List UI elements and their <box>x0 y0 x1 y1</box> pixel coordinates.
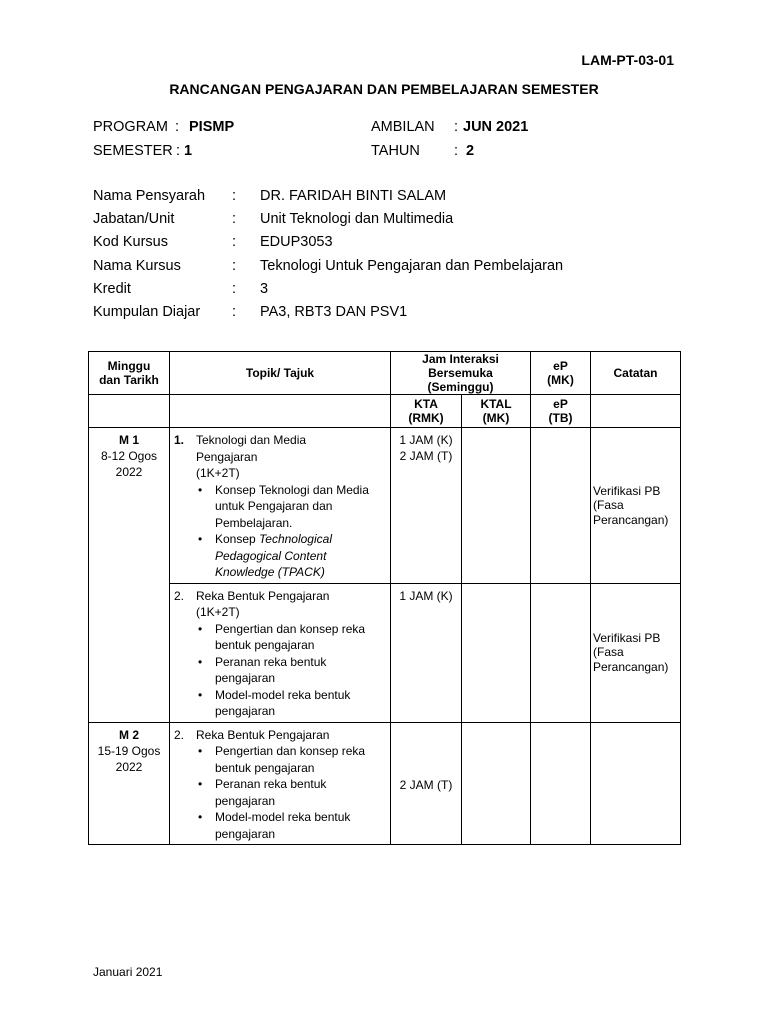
table-subheader-row <box>89 395 681 428</box>
ambilan-value: JUN 2021 <box>463 119 529 135</box>
header-minggu: Minggu dan Tarikh <box>89 352 170 395</box>
header-ktal: KTAL (MK) <box>462 395 531 428</box>
kta-cell: 1 JAM (K) 2 JAM (T) <box>391 428 462 584</box>
topic-cell: 2. Reka Bentuk Pengajaran (1K+2T) • Pengertian dan konsep reka bentuk pengajaran • Peranan reka bentuk pengajaran • Model-model reka bentuk pengajaran <box>170 583 391 722</box>
catatan-cell: Verifikasi PB (Fasa Perancangan) <box>591 583 681 722</box>
subheader-empty <box>89 395 170 428</box>
info-label: Kredit <box>93 281 131 297</box>
info-label: Kod Kursus <box>93 234 168 250</box>
info-label: Kumpulan Diajar <box>93 304 201 320</box>
table-row <box>89 428 681 584</box>
info-value: EDUP3053 <box>260 234 333 250</box>
header-jam-interaksi: Jam Interaksi Bersemuka (Seminggu) <box>391 352 531 395</box>
week-cell: M 1 8-12 Ogos 2022 <box>89 428 170 723</box>
header-ep-mk: eP (MK) <box>531 352 591 395</box>
info-colon: : <box>232 211 237 227</box>
ktal-cell <box>462 583 531 722</box>
header-ep-tb: eP (TB) <box>531 395 591 428</box>
kta-cell: 1 JAM (K) <box>391 583 462 722</box>
subheader-empty <box>591 395 681 428</box>
document-code: LAM-PT-03-01 <box>581 52 674 68</box>
semester-value: 1 <box>184 143 193 159</box>
semester-colon: : <box>176 143 181 159</box>
program-label: PROGRAM <box>93 119 168 135</box>
ktal-cell <box>462 722 531 845</box>
list-item: • Model-model reka bentuk pengajaran <box>198 809 386 842</box>
tahun-colon: : <box>454 143 459 159</box>
info-colon: : <box>232 234 237 250</box>
catatan-cell: Verifikasi PB (Fasa Perancangan) <box>591 428 681 584</box>
ambilan-colon: : <box>454 119 459 135</box>
info-value: PA3, RBT3 DAN PSV1 <box>260 304 408 320</box>
week-cell: M 2 15-19 Ogos 2022 <box>89 722 170 845</box>
header-topik: Topik/ Tajuk <box>170 352 391 395</box>
list-item: • Peranan reka bentuk pengajaran <box>198 776 386 809</box>
list-item: • Konsep Teknologi dan Media untuk Pengajaran dan Pembelajaran. <box>198 482 386 532</box>
info-value: Unit Teknologi dan Multimedia <box>260 211 454 227</box>
subheader-empty <box>170 395 391 428</box>
info-colon: : <box>232 188 237 204</box>
list-item: • Pengertian dan konsep reka bentuk pengajaran <box>198 743 386 776</box>
topic-cell: 1. Teknologi dan Media Pengajaran (1K+2T) • Konsep Teknologi dan Media untuk Pengajaran dan Pembelajaran. • Konsep Technological Pedagogical Content Knowledge (TPACK) <box>170 428 391 584</box>
semester-label: SEMESTER <box>93 143 173 159</box>
ep-cell <box>531 428 591 584</box>
info-value: DR. FARIDAH BINTI SALAM <box>260 188 447 204</box>
info-colon: : <box>232 258 237 274</box>
tahun-value: 2 <box>466 143 475 159</box>
list-item: • Model-model reka bentuk pengajaran <box>198 687 386 720</box>
table-row <box>89 722 681 845</box>
footer-date: Januari 2021 <box>93 965 163 979</box>
list-item: • Peranan reka bentuk pengajaran <box>198 654 386 687</box>
ep-cell <box>531 722 591 845</box>
info-label: Nama Kursus <box>93 258 181 274</box>
program-colon: : <box>175 119 180 135</box>
header-catatan: Catatan <box>591 352 681 395</box>
ktal-cell <box>462 428 531 584</box>
tahun-label: TAHUN <box>371 143 420 159</box>
info-label: Jabatan/Unit <box>93 211 175 227</box>
ambilan-label: AMBILAN <box>371 119 435 135</box>
header-kta: KTA (RMK) <box>391 395 462 428</box>
catatan-cell <box>591 722 681 845</box>
info-colon: : <box>232 304 237 320</box>
program-value: PISMP <box>189 119 235 135</box>
info-value: Teknologi Untuk Pengajaran dan Pembelajaran <box>260 258 564 274</box>
info-colon: : <box>232 281 237 297</box>
info-label: Nama Pensyarah <box>93 188 206 204</box>
list-item: • Konsep Technological Pedagogical Content Knowledge (TPACK) <box>198 531 386 581</box>
table-row <box>89 583 681 722</box>
page-title: RANCANGAN PENGAJARAN DAN PEMBELAJARAN SEMESTER <box>169 81 599 97</box>
kta-cell: 2 JAM (T) <box>391 722 462 845</box>
ep-cell <box>531 583 591 722</box>
info-value: 3 <box>260 281 269 297</box>
schedule-table <box>88 351 681 845</box>
list-item: • Pengertian dan konsep reka bentuk pengajaran <box>198 621 386 654</box>
topic-cell: 2. Reka Bentuk Pengajaran • Pengertian dan konsep reka bentuk pengajaran • Peranan reka bentuk pengajaran • Model-model reka bentuk pengajaran <box>170 722 391 845</box>
table-header-row <box>89 352 681 395</box>
